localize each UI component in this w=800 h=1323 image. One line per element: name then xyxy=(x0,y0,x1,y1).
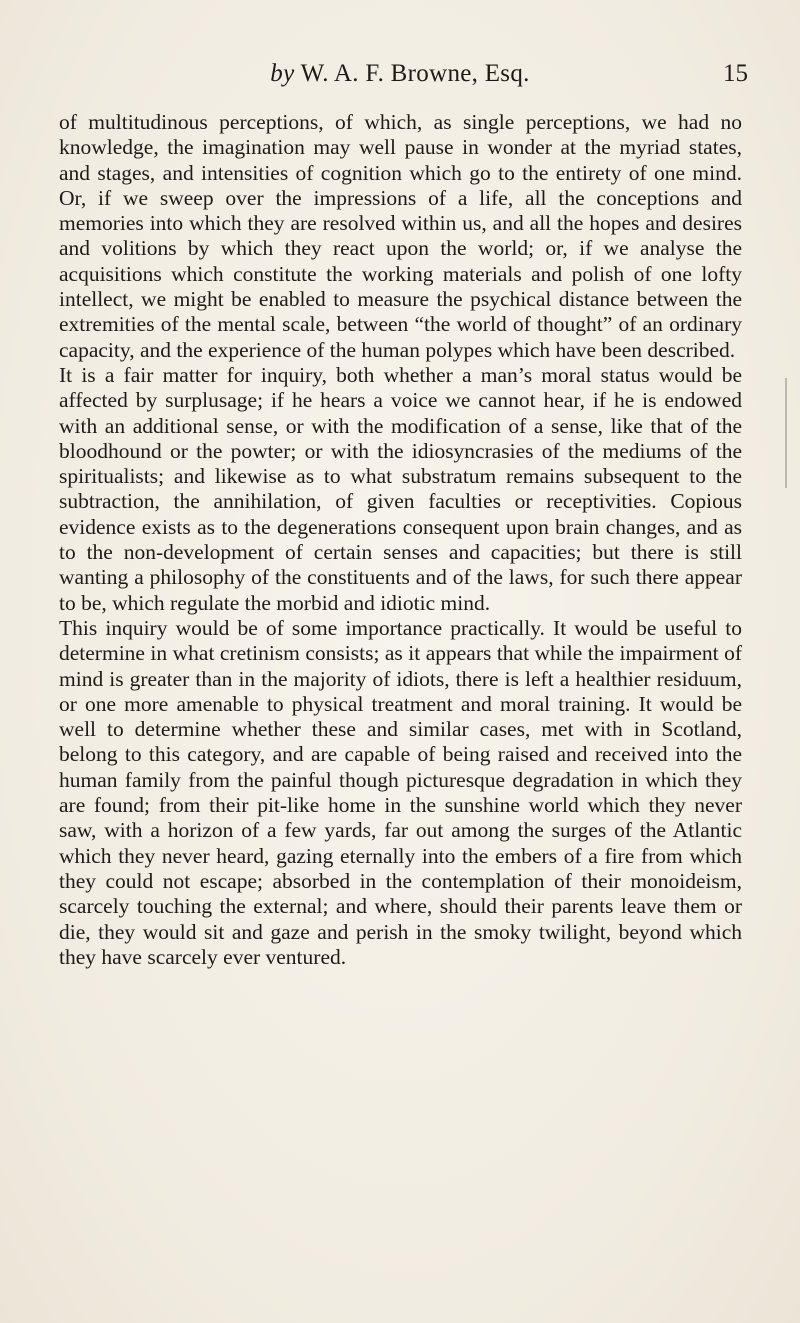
body-text xyxy=(59,110,742,970)
paragraph-2: It is a fair matter for inquiry, both whether a man’s moral status would be affected by surplusage; if he hears a voice we cannot hear, if he is endowed with an additional sense, or with the modification of a sense, like that of the bloodhound or the powter; or with the idiosyncrasies of the mediums of the spiritualists; and likewise as to what substratum remains subsequent to the subtraction, the annihilation, of given faculties or receptivities. Copious evidence exists as to the degenerations consequent upon brain changes, and as to the non-development of certain senses and capacities; but there is still wanting a philosophy of the constituents and of the laws, for such there appear to be, which regulate the morbid and idiotic mind. xyxy=(59,362,742,615)
page-header xyxy=(0,60,800,100)
running-head-author: W. A. F. Browne, Esq. xyxy=(300,60,530,87)
running-head xyxy=(0,60,800,88)
paragraph-3: This inquiry would be of some importance practically. It would be useful to determine in what cretinism consists; as it appears that while the impairment of mind is greater than in the majority of idiots, there is left a healthier residuum, or one more amenable to physical treatment and moral training. It would be well to determine whether these and similar cases, met with in Scotland, belong to this category, and are capable of being raised and received into the human family from the painful though picturesque degradation in which they are found; from their pit-like home in the sunshine world which they never saw, with a horizon of a few yards, far out among the surges of the Atlantic which they never heard, gazing eternally into the embers of a fire from which they could not escape; absorbed in the contemplation of their monoideism, scarcely touching the external; and where, should their parents leave them or die, they would sit and gaze and perish in the smoky twilight, beyond which they have scarcely ever ventured. xyxy=(59,615,742,969)
page-number: 15 xyxy=(723,60,748,87)
margin-mark xyxy=(785,378,787,488)
paragraph-1: of multitudinous perceptions, of which, as single perceptions, we had no knowledge, the imagination may well pause in wonder at the myriad states, and stages, and intensities of cognition which go to the entirety of one mind. Or, if we sweep over the impressions of a life, all the conceptions and memories into which they are resolved within us, and all the hopes and desires and volitions by which they react upon the world; or, if we analyse the acquisitions which constitute the working materials and polish of one lofty intellect, we might be enabled to measure the psychical distance between the extremities of the mental scale, between “the world of thought” of an ordinary capacity, and the experience of the human polypes which have been described. xyxy=(59,110,742,362)
running-head-by: by xyxy=(270,60,295,87)
